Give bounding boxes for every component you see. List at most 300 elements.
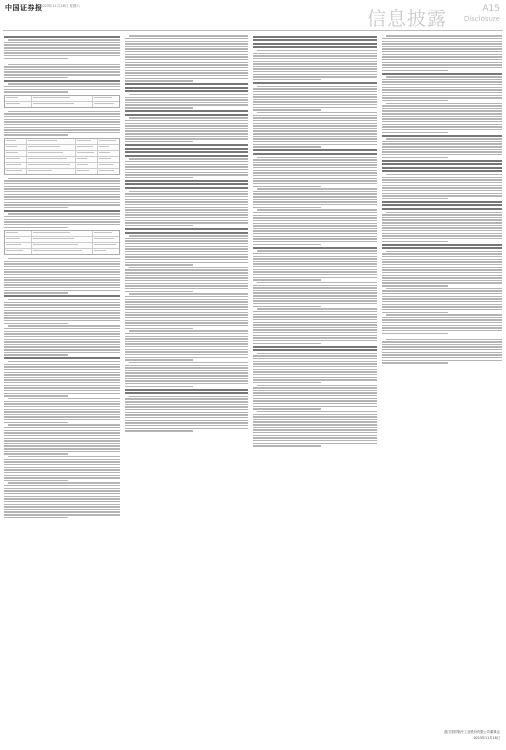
text-line <box>4 490 120 491</box>
text-line <box>386 288 502 289</box>
heading-line <box>253 36 377 38</box>
text-line <box>125 166 248 167</box>
text-line <box>125 291 193 292</box>
text-line <box>125 102 248 103</box>
table-cell <box>27 169 76 174</box>
text-line <box>125 41 248 42</box>
text-line <box>4 279 120 280</box>
text-line <box>253 369 377 370</box>
text-line <box>253 395 377 396</box>
text-line <box>382 272 502 273</box>
text-line <box>382 304 502 305</box>
text-line <box>382 116 502 117</box>
text-line <box>4 317 120 318</box>
text-line <box>4 227 68 228</box>
text-line <box>4 393 120 394</box>
text-line <box>4 134 68 135</box>
table-cell <box>5 163 27 168</box>
text-line <box>125 80 193 81</box>
heading-line <box>125 151 248 153</box>
text-line <box>125 328 193 329</box>
text-line <box>382 296 502 297</box>
text-line <box>382 309 502 310</box>
text-line <box>4 379 120 380</box>
text-line <box>253 220 377 221</box>
text-line <box>253 96 377 97</box>
text-line <box>253 238 377 239</box>
text-line <box>4 411 120 412</box>
table-cell <box>5 96 32 101</box>
text-line <box>382 193 502 194</box>
text-line <box>8 178 120 179</box>
text-line <box>125 161 248 162</box>
text-line <box>125 336 248 337</box>
text-line <box>125 404 248 405</box>
text-line <box>125 164 248 165</box>
text-line <box>125 207 248 208</box>
text-line <box>253 387 377 388</box>
table-cell <box>32 243 93 248</box>
text-line <box>382 261 502 262</box>
heading-line <box>382 163 502 165</box>
text-line <box>253 363 377 364</box>
text-line <box>4 448 120 449</box>
text-line <box>386 314 502 315</box>
text-line <box>382 354 502 355</box>
text-line <box>8 398 120 399</box>
text-line <box>125 99 248 100</box>
text-line <box>125 138 248 139</box>
text-line <box>125 357 248 358</box>
text-line <box>4 377 120 378</box>
text-line <box>125 78 248 79</box>
text-line <box>4 331 120 332</box>
text-line <box>253 392 377 393</box>
text-line <box>253 432 377 433</box>
text-line <box>4 354 68 355</box>
text-line <box>386 103 502 104</box>
text-line <box>125 120 248 121</box>
text-line <box>125 169 248 170</box>
text-line <box>4 469 120 470</box>
text-line <box>253 99 377 100</box>
text-line <box>4 42 120 43</box>
text-line <box>386 339 502 340</box>
text-line <box>253 335 377 336</box>
text-line <box>4 307 120 308</box>
text-line <box>382 124 502 125</box>
text-line <box>253 186 321 187</box>
text-line <box>4 328 120 329</box>
text-line <box>382 149 502 150</box>
text-line <box>382 301 502 302</box>
text-line <box>253 311 377 312</box>
text-line <box>253 437 377 438</box>
text-line <box>125 386 193 387</box>
text-line <box>8 213 120 214</box>
text-line <box>253 292 377 293</box>
table-cell <box>32 102 93 107</box>
text-line <box>125 275 248 276</box>
text-line <box>253 374 377 375</box>
text-line <box>4 191 120 192</box>
text-line <box>382 59 502 60</box>
text-line <box>129 158 248 159</box>
text-line <box>125 264 193 265</box>
text-line <box>4 124 120 125</box>
text-line <box>129 267 248 268</box>
text-line <box>382 241 448 242</box>
text-line <box>4 349 120 350</box>
text-line <box>253 300 377 301</box>
text-line <box>125 299 248 300</box>
table-cell <box>98 145 119 150</box>
text-line <box>4 369 120 370</box>
heading-line <box>125 83 248 85</box>
table-cell <box>5 249 32 254</box>
text-line <box>4 435 120 436</box>
text-line <box>382 118 502 119</box>
table-cell <box>27 163 76 168</box>
text-line <box>382 84 502 85</box>
text-line <box>125 51 248 52</box>
heading-line <box>125 389 248 391</box>
text-line <box>129 293 248 294</box>
text-line <box>125 62 248 63</box>
text-line <box>125 414 248 415</box>
text-line <box>382 62 502 63</box>
text-line <box>253 61 377 62</box>
text-line <box>4 292 68 293</box>
text-line <box>4 364 120 365</box>
text-line <box>125 422 248 423</box>
text-line <box>4 401 120 402</box>
text-line <box>125 398 248 399</box>
text-line <box>253 107 377 108</box>
text-line <box>382 238 502 239</box>
text-line <box>125 136 248 137</box>
text-line <box>125 420 248 421</box>
text-line <box>253 295 377 296</box>
text-line <box>382 322 502 323</box>
text-line <box>253 263 377 264</box>
text-line <box>125 409 248 410</box>
text-line <box>4 277 120 278</box>
text-line <box>382 79 502 80</box>
text-line <box>4 341 120 342</box>
text-line <box>257 86 377 87</box>
text-line <box>8 361 120 362</box>
text-line <box>125 48 248 49</box>
text-line <box>253 115 377 116</box>
text-line <box>125 425 248 426</box>
text-line <box>125 349 248 350</box>
heading-line <box>382 244 502 246</box>
text-line <box>382 187 502 188</box>
text-line <box>125 430 193 431</box>
heading-line <box>125 87 248 89</box>
text-line <box>125 240 248 241</box>
text-line <box>382 100 448 101</box>
heading-line <box>4 80 120 82</box>
text-line <box>253 159 377 160</box>
table-cell <box>98 151 119 156</box>
text-line <box>4 461 120 462</box>
text-line <box>4 320 120 321</box>
text-line <box>253 403 377 404</box>
text-line <box>125 177 193 178</box>
text-line <box>125 301 248 302</box>
text-line <box>253 193 377 194</box>
text-line <box>4 453 68 454</box>
text-line <box>382 108 502 109</box>
heading-line <box>253 82 377 84</box>
text-line <box>129 235 248 236</box>
heading-line <box>253 349 377 351</box>
text-line <box>125 97 248 98</box>
table-cell <box>93 243 119 248</box>
text-line <box>253 440 377 441</box>
heading-line <box>382 247 502 249</box>
text-line <box>253 244 321 245</box>
text-line <box>253 146 321 147</box>
heading-line <box>4 295 120 297</box>
text-line <box>125 372 248 373</box>
text-line <box>125 75 248 76</box>
text-line <box>253 123 377 124</box>
text-line <box>382 290 502 291</box>
text-line <box>253 316 377 317</box>
heading-line <box>4 210 120 212</box>
heading-line <box>382 170 502 172</box>
table-cell <box>5 237 32 242</box>
text-line <box>125 130 248 131</box>
text-line <box>253 178 377 179</box>
text-line <box>125 225 193 226</box>
text-line <box>4 509 120 510</box>
text-line <box>382 222 502 223</box>
section-title: 信息披露 <box>367 8 448 30</box>
text-line <box>4 204 120 205</box>
text-line <box>129 117 248 118</box>
text-line <box>125 104 248 105</box>
text-line <box>125 380 248 381</box>
text-line <box>382 327 502 328</box>
text-line <box>382 285 448 286</box>
text-line <box>4 477 120 478</box>
text-line <box>4 451 120 452</box>
text-line <box>253 162 377 163</box>
text-line <box>253 55 377 56</box>
text-line <box>253 322 377 323</box>
text-line <box>125 128 248 129</box>
text-line <box>4 121 120 122</box>
text-line <box>4 459 120 460</box>
text-line <box>125 320 248 321</box>
text-line <box>382 360 502 361</box>
text-line <box>253 66 377 67</box>
text-line <box>253 164 377 165</box>
text-line <box>386 212 502 213</box>
text-line <box>125 254 248 255</box>
text-line <box>382 64 502 65</box>
text-line <box>382 129 502 130</box>
text-line <box>382 225 502 226</box>
text-line <box>125 370 248 371</box>
text-line <box>382 362 448 363</box>
text-line <box>4 390 120 391</box>
text-line <box>4 506 120 507</box>
text-line <box>382 346 502 347</box>
text-line <box>4 47 120 48</box>
table-cell <box>93 249 119 254</box>
text-line <box>125 256 248 257</box>
text-line <box>8 456 120 457</box>
text-line <box>4 422 68 423</box>
text-line <box>4 224 120 225</box>
text-line <box>4 113 120 114</box>
signature-block <box>444 729 500 740</box>
text-line <box>8 64 120 65</box>
text-line <box>4 74 120 75</box>
text-line <box>8 299 120 300</box>
text-line <box>382 319 502 320</box>
text-line <box>4 406 120 407</box>
text-line <box>4 271 120 272</box>
issue-date: 2023年11月18日 星期六 <box>40 4 80 8</box>
heading-line <box>253 346 377 348</box>
heading-line <box>125 155 248 157</box>
text-line <box>4 71 120 72</box>
text-line <box>125 378 248 379</box>
text-line <box>125 196 248 197</box>
text-line <box>125 67 248 68</box>
text-line <box>125 304 248 305</box>
text-line <box>382 259 502 260</box>
text-line <box>125 296 248 297</box>
text-line <box>253 228 377 229</box>
text-line <box>253 125 377 126</box>
table-cell <box>27 151 76 156</box>
text-line <box>129 330 248 331</box>
text-line <box>253 298 377 299</box>
text-line <box>4 302 120 303</box>
text-line <box>386 76 502 77</box>
text-line <box>125 172 248 173</box>
text-line <box>382 51 502 52</box>
text-line <box>253 94 377 95</box>
text-line <box>382 177 502 178</box>
text-line <box>253 212 377 213</box>
text-line <box>4 416 120 417</box>
text-line <box>4 69 120 70</box>
text-line <box>253 287 377 288</box>
text-line <box>125 288 248 289</box>
text-line <box>125 272 248 273</box>
text-line <box>253 68 377 69</box>
text-line <box>382 67 502 68</box>
text-line <box>253 170 377 171</box>
text-line <box>4 339 120 340</box>
text-line <box>382 182 502 183</box>
text-line <box>125 322 248 323</box>
heading-line <box>382 204 502 206</box>
text-line <box>253 138 377 139</box>
text-line <box>382 48 502 49</box>
text-line <box>253 120 377 121</box>
text-line <box>4 127 120 128</box>
text-line <box>4 419 120 420</box>
text-line <box>4 514 120 515</box>
text-line <box>382 269 502 270</box>
table-cell <box>93 102 119 107</box>
text-line <box>4 196 120 197</box>
text-line <box>253 141 377 142</box>
text-line <box>125 401 248 402</box>
text-line <box>253 400 377 401</box>
heading-line <box>125 144 248 146</box>
text-column-1 <box>4 34 120 746</box>
text-line <box>253 421 377 422</box>
text-line <box>253 271 377 272</box>
text-line <box>253 290 377 291</box>
text-line <box>253 53 377 54</box>
text-line <box>382 227 502 228</box>
text-line <box>125 309 248 310</box>
text-line <box>253 274 377 275</box>
text-line <box>257 353 377 354</box>
text-line <box>4 304 120 305</box>
text-line <box>253 414 377 415</box>
text-line <box>382 357 502 358</box>
text-line <box>382 230 502 231</box>
text-line <box>4 287 120 288</box>
text-line <box>257 188 377 189</box>
text-line <box>253 180 377 181</box>
text-line <box>382 92 502 93</box>
text-line <box>382 341 502 342</box>
text-line <box>253 79 321 80</box>
text-line <box>253 225 377 226</box>
text-line <box>4 129 120 130</box>
text-line <box>253 217 377 218</box>
text-line <box>8 39 120 40</box>
table-cell <box>5 151 27 156</box>
text-line <box>125 38 248 39</box>
section-title-english: Disclosure <box>463 15 500 23</box>
text-line <box>257 385 377 386</box>
text-line <box>253 398 377 399</box>
text-line <box>125 359 193 360</box>
text-line <box>125 199 248 200</box>
heading-line <box>253 149 377 151</box>
text-line <box>382 233 502 234</box>
text-line <box>4 352 120 353</box>
text-line <box>129 396 248 397</box>
text-line <box>253 256 377 257</box>
text-line <box>4 89 120 90</box>
table-cell <box>98 169 119 174</box>
text-line <box>129 94 248 95</box>
table-cell <box>76 151 98 156</box>
text-line <box>382 277 502 278</box>
text-line <box>4 44 120 45</box>
text-line <box>253 128 377 129</box>
text-line <box>253 207 321 208</box>
text-line <box>253 427 377 428</box>
text-line <box>253 91 377 92</box>
text-line <box>4 511 120 512</box>
